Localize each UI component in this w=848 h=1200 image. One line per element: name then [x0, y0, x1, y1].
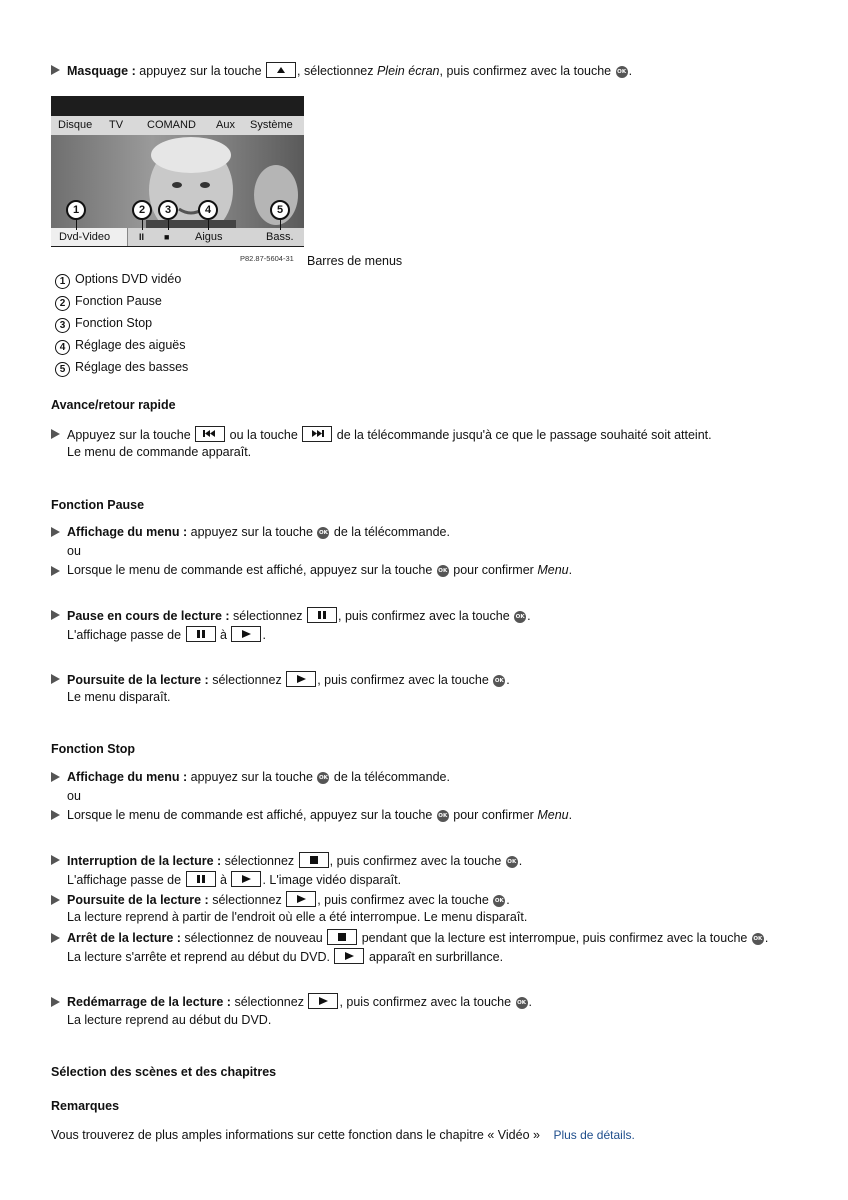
text: , puis confirmez avec la touche — [329, 854, 502, 868]
legend-number: 2 — [55, 296, 70, 311]
label: Affichage du menu : — [67, 770, 188, 784]
text: appuyez sur la touche — [190, 525, 313, 539]
callout-4: 4 — [198, 200, 218, 220]
legend-text: Fonction Stop — [75, 316, 153, 330]
play-key-icon — [286, 671, 316, 687]
text: pendant que la lecture est interrompue, puis confirmez avec la touche — [361, 931, 748, 945]
legend-text: Options DVD vidéo — [75, 272, 182, 286]
text: appuyez sur la touche — [139, 64, 262, 78]
ok-key-icon: OK — [317, 527, 329, 539]
stop-reprend: La lecture reprend à partir de l'endroit où elle a été interrompue. Le menu disparaît. — [67, 910, 528, 924]
pause-button: II — [139, 232, 145, 242]
legend-text: Fonction Pause — [75, 294, 162, 308]
next-key-icon — [302, 426, 332, 442]
bass-button: Bass. — [266, 231, 294, 243]
text: , sélectionnez — [297, 64, 374, 78]
pause-affichage — [67, 524, 450, 540]
pause-key-icon — [186, 626, 216, 642]
ok-key-icon: OK — [437, 810, 449, 822]
bullet-icon — [51, 610, 60, 620]
text: sélectionnez — [224, 854, 295, 868]
bullet-icon — [51, 429, 60, 439]
menu-disque: Disque — [58, 119, 93, 131]
eject-key-icon — [266, 62, 296, 78]
play-key-icon — [334, 948, 364, 964]
previous-key-icon — [195, 426, 225, 442]
text: L'affichage passe de — [67, 628, 182, 642]
text: sélectionnez — [233, 609, 303, 623]
bullet-icon — [51, 527, 60, 537]
text: La lecture s'arrête et reprend au début du DVD. — [67, 950, 330, 964]
ou-text: ou — [67, 789, 81, 803]
text: Lorsque le menu de commande est affiché, appuyez sur la touche — [67, 563, 433, 577]
section-heading: Fonction Pause — [51, 498, 145, 512]
stop-lorsque: Lorsque le menu de commande est affiché, appuyez sur la touche OK pour confirmer Menu. — [67, 808, 573, 822]
ou-text: ou — [67, 544, 81, 558]
label: Affichage du menu : — [67, 525, 188, 539]
bottom-menu-bar — [51, 228, 304, 246]
text: L'affichage passe de — [67, 873, 182, 887]
play-key-icon — [231, 871, 261, 887]
callout-1: 1 — [66, 200, 86, 220]
stop-interruption: Interruption de la lecture : sélectionnez , puis confirmez avec la touche OK . — [67, 854, 523, 868]
label: Poursuite de la lecture : — [67, 673, 209, 687]
bullet-icon — [51, 772, 60, 782]
pause-affichage-passe: L'affichage passe de à . — [67, 628, 266, 642]
ok-key-icon: OK — [516, 997, 528, 1009]
figure-caption: Barres de menus — [307, 254, 403, 268]
bullet-icon — [51, 997, 60, 1007]
stop-arret-note — [67, 948, 503, 965]
scenes-text — [51, 1127, 635, 1143]
label: Arrêt de la lecture : — [67, 931, 181, 945]
masquage-line: Masquage : appuyez sur la touche , sélectionnez Plein écran, puis confirmez avec la touche OK . — [67, 64, 633, 78]
stop-reprend-debut: La lecture reprend au début du DVD. — [67, 1013, 272, 1027]
ok-key-icon: OK — [514, 611, 526, 623]
text: apparaît en surbrillance. — [368, 950, 504, 964]
label: Pause en cours de lecture : — [67, 609, 230, 623]
callout-5: 5 — [270, 200, 290, 220]
ok-key-icon: OK — [752, 933, 764, 945]
text: appuyez sur la touche — [190, 770, 313, 784]
bullet-icon — [51, 566, 60, 576]
avance-line — [67, 426, 712, 443]
label: Poursuite de la lecture : — [67, 893, 209, 907]
pause-key-icon — [186, 871, 216, 887]
play-key-icon — [308, 993, 338, 1009]
text: pour confirmer — [453, 563, 534, 577]
ok-key-icon: OK — [493, 895, 505, 907]
legend-number: 4 — [55, 340, 70, 355]
stop-affichage-passe — [67, 871, 401, 888]
ok-key-icon: OK — [493, 675, 505, 687]
legend-item — [55, 338, 186, 355]
pause-lorsque: Lorsque le menu de commande est affiché, appuyez sur la touche OK pour confirmer Menu. — [67, 563, 573, 577]
stop-key-icon — [299, 852, 329, 868]
text: ou la touche — [229, 428, 298, 442]
text: pour confirmer — [453, 808, 534, 822]
label: Redémarrage de la lecture : — [67, 995, 231, 1009]
top-menu-bar — [51, 116, 304, 135]
bullet-icon — [51, 855, 60, 865]
stop-redemarrage: Redémarrage de la lecture : sélectionnez , puis confirmez avec la touche OK . — [67, 995, 533, 1009]
callout-3: 3 — [158, 200, 178, 220]
bullet-icon — [51, 65, 60, 75]
play-key-icon — [286, 891, 316, 907]
child-photo — [51, 135, 304, 228]
bullet-icon — [51, 895, 60, 905]
legend-text: Réglage des basses — [75, 360, 189, 374]
menu-systeme: Système — [250, 119, 293, 131]
text: , puis confirmez avec la touche — [317, 893, 489, 907]
text: à — [220, 628, 227, 642]
menu-bar-screenshot — [51, 96, 304, 247]
legend-item — [55, 272, 181, 289]
menu-aux: Aux — [216, 119, 235, 131]
text: , puis confirmez avec la touche — [317, 673, 489, 687]
menu-tv: TV — [109, 119, 124, 131]
text: Lorsque le menu de commande est affiché, appuyez sur la touche — [67, 808, 433, 822]
text: de la télécommande. — [333, 525, 450, 539]
section-heading: Sélection des scènes et des chapitres — [51, 1065, 277, 1079]
legend-text: Réglage des aiguës — [75, 338, 186, 352]
stop-affichage — [67, 769, 450, 785]
figure-code: P82.87-5604-31 — [240, 254, 294, 263]
text: de la télécommande jusqu'à ce que le passage souhaité soit atteint. — [336, 428, 712, 442]
pause-en-cours: Pause en cours de lecture : sélectionnez , puis confirmez avec la touche OK . — [67, 609, 531, 623]
ok-key-icon: OK — [437, 565, 449, 577]
ok-key-icon: OK — [616, 66, 628, 78]
pause-menu-disparait: Le menu disparaît. — [67, 690, 171, 704]
stop-key-icon — [327, 929, 357, 945]
plus-de-details-link[interactable]: Plus de détails. — [553, 1128, 635, 1142]
text: , puis confirmez avec la touche — [339, 995, 512, 1009]
text: , puis confirmez avec la touche — [439, 64, 612, 78]
masquage-label: Masquage : — [67, 64, 136, 78]
text: à — [220, 873, 227, 887]
legend-number: 5 — [55, 362, 70, 377]
bullet-icon — [51, 674, 60, 684]
video-image — [51, 135, 304, 228]
legend-number: 1 — [55, 274, 70, 289]
text: sélectionnez — [212, 893, 282, 907]
legend-item — [55, 360, 188, 377]
bullet-icon — [51, 933, 60, 943]
text: sélectionnez de nouveau — [184, 931, 323, 945]
legend-number: 3 — [55, 318, 70, 333]
avance-note: Le menu de commande apparaît. — [67, 445, 252, 459]
remarques-heading: Remarques — [51, 1099, 120, 1113]
ok-key-icon: OK — [317, 772, 329, 784]
label: Interruption de la lecture : — [67, 854, 222, 868]
text: , puis confirmez avec la touche — [338, 609, 510, 623]
section-heading: Fonction Stop — [51, 742, 136, 756]
menu-text: Menu — [537, 808, 569, 822]
legend-item — [55, 316, 152, 333]
text: sélectionnez — [234, 995, 304, 1009]
pause-poursuite: Poursuite de la lecture : sélectionnez , puis confirmez avec la touche OK . — [67, 673, 510, 687]
section-heading: Avance/retour rapide — [51, 398, 176, 412]
bullet-icon — [51, 810, 60, 820]
stop-button: ■ — [164, 232, 170, 242]
text: Vous trouverez de plus amples informations sur cette fonction dans le chapitre « Vidéo » — [51, 1128, 540, 1142]
plein-ecran: Plein écran — [376, 64, 440, 78]
dvd-video-button: Dvd-Video — [59, 231, 111, 243]
text: sélectionnez — [212, 673, 282, 687]
stop-arret: Arrêt de la lecture : sélectionnez de nouveau pendant que la lecture est interrompue, puis confirmez avec la touche OK . — [67, 931, 769, 945]
text: Appuyez sur la touche — [67, 428, 191, 442]
aigus-button: Aigus — [195, 231, 223, 243]
text: . L'image vidéo disparaît. — [262, 873, 402, 887]
ok-key-icon: OK — [506, 856, 518, 868]
stop-poursuite: Poursuite de la lecture : sélectionnez , puis confirmez avec la touche OK . — [67, 893, 510, 907]
legend-item — [55, 294, 162, 311]
menu-text: Menu — [537, 563, 569, 577]
pause-key-icon — [307, 607, 337, 623]
text: de la télécommande. — [333, 770, 450, 784]
menu-comand: COMAND — [147, 119, 196, 131]
callout-2: 2 — [132, 200, 152, 220]
play-key-icon — [231, 626, 261, 642]
